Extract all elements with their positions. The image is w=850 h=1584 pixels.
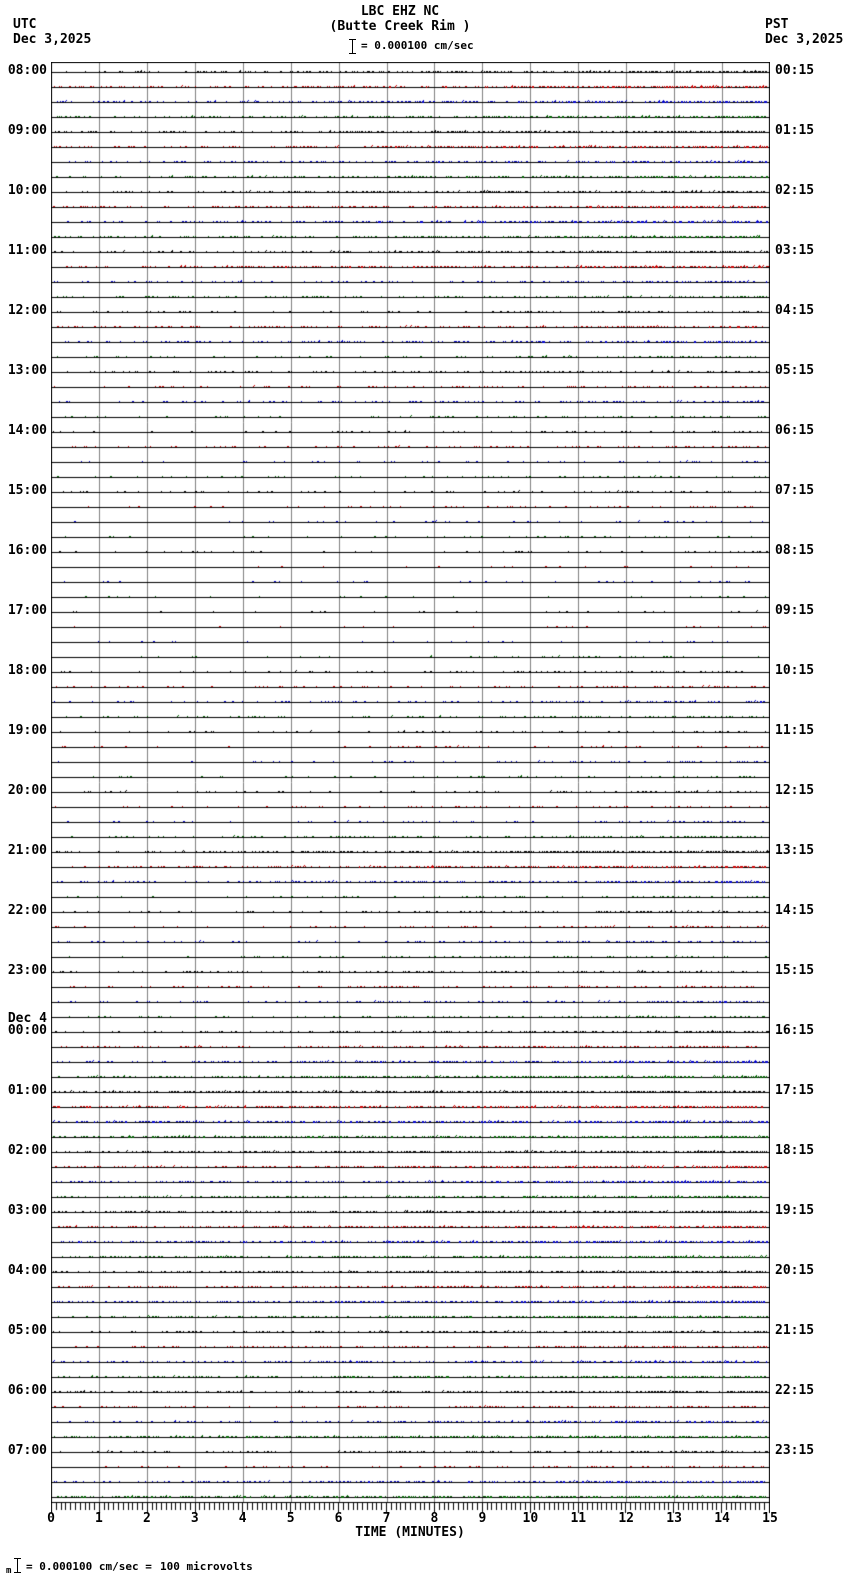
pst-hour-label: 07:15 xyxy=(775,483,815,498)
utc-hour-label: 01:00 xyxy=(7,1083,47,1098)
x-tick-label: 9 xyxy=(478,1511,487,1526)
pst-hour-label: 18:15 xyxy=(775,1143,815,1158)
utc-date: Dec 3,2025 xyxy=(13,32,92,47)
pst-hour-label: 23:15 xyxy=(775,1443,815,1458)
pst-hour-label: 06:15 xyxy=(775,423,815,438)
x-tick-label: 2 xyxy=(142,1511,151,1526)
utc-hour-label: 09:00 xyxy=(7,123,47,138)
footer-scale-bar-icon xyxy=(14,1558,21,1573)
utc-hour-label: 15:00 xyxy=(7,483,47,498)
x-tick-label: 12 xyxy=(618,1511,635,1526)
pst-hour-label: 14:15 xyxy=(775,903,815,918)
utc-hour-label: 21:00 xyxy=(7,843,47,858)
pst-hour-label: 09:15 xyxy=(775,603,815,618)
utc-hour-label: 07:00 xyxy=(7,1443,47,1458)
x-tick-label: 4 xyxy=(238,1511,247,1526)
pst-hour-label: 13:15 xyxy=(775,843,815,858)
pst-hour-label: 22:15 xyxy=(775,1383,815,1398)
utc-hour-label: 14:00 xyxy=(7,423,47,438)
x-tick-label: 7 xyxy=(382,1511,391,1526)
footer-scale-value: 100 microvolts xyxy=(160,1560,253,1573)
x-tick-label: 6 xyxy=(334,1511,343,1526)
scale-bar-icon xyxy=(349,39,356,54)
x-tick-label: 15 xyxy=(762,1511,778,1526)
utc-hour-label: Dec 4 00:00 xyxy=(7,1011,47,1038)
footer-scale-equation: = 0.000100 cm/sec = xyxy=(26,1560,152,1573)
pst-hour-label: 00:15 xyxy=(775,63,815,78)
utc-hour-label: 10:00 xyxy=(7,183,47,198)
utc-hour-label: 18:00 xyxy=(7,663,47,678)
pst-hour-label: 01:15 xyxy=(775,123,815,138)
utc-hour-label: 06:00 xyxy=(7,1383,47,1398)
pst-date: Dec 3,2025 xyxy=(765,32,844,47)
pst-hour-label: 08:15 xyxy=(775,543,815,558)
x-tick-label: 8 xyxy=(430,1511,439,1526)
pst-hour-label: 03:15 xyxy=(775,243,815,258)
station-subtitle: (Butte Creek Rim ) xyxy=(329,19,471,34)
x-tick-label: 1 xyxy=(95,1511,103,1526)
utc-hour-label: 20:00 xyxy=(7,783,47,798)
station-title: LBC EHZ NC xyxy=(360,4,440,19)
pst-hour-label: 10:15 xyxy=(775,663,815,678)
utc-timezone-label: UTC xyxy=(13,17,37,32)
utc-hour-label: 02:00 xyxy=(7,1143,47,1158)
utc-hour-label: 22:00 xyxy=(7,903,47,918)
footer-scale-subscript: m xyxy=(6,1566,12,1576)
utc-hour-label: 13:00 xyxy=(7,363,47,378)
pst-hour-label: 04:15 xyxy=(775,303,815,318)
pst-hour-label: 20:15 xyxy=(775,1263,815,1278)
utc-hour-label: 19:00 xyxy=(7,723,47,738)
utc-hour-label: 03:00 xyxy=(7,1203,47,1218)
x-tick-label: 10 xyxy=(522,1511,539,1526)
pst-hour-label: 11:15 xyxy=(775,723,815,738)
x-axis-title: TIME (MINUTES) xyxy=(355,1525,465,1540)
utc-hour-label: 16:00 xyxy=(7,543,47,558)
x-tick-label: 5 xyxy=(286,1511,295,1526)
utc-hour-label: 11:00 xyxy=(7,243,47,258)
pst-hour-label: 19:15 xyxy=(775,1203,815,1218)
pst-hour-label: 15:15 xyxy=(775,963,815,978)
x-tick-label: 14 xyxy=(714,1511,730,1526)
utc-hour-label: 04:00 xyxy=(7,1263,47,1278)
pst-timezone-label: PST xyxy=(765,17,789,32)
utc-hour-label: 12:00 xyxy=(7,303,47,318)
pst-hour-label: 02:15 xyxy=(775,183,815,198)
x-tick-label: 0 xyxy=(47,1511,55,1526)
pst-hour-label: 12:15 xyxy=(775,783,815,798)
pst-hour-label: 17:15 xyxy=(775,1083,815,1098)
utc-hour-label: 23:00 xyxy=(7,963,47,978)
pst-hour-label: 16:15 xyxy=(775,1023,815,1038)
x-tick-label: 11 xyxy=(570,1511,587,1526)
pst-hour-label: 21:15 xyxy=(775,1323,815,1338)
utc-hour-label: 08:00 xyxy=(7,63,47,78)
utc-hour-label: 17:00 xyxy=(7,603,47,618)
pst-hour-label: 05:15 xyxy=(775,363,815,378)
utc-hour-label: 05:00 xyxy=(7,1323,47,1338)
helicorder-plot xyxy=(51,62,770,1518)
scale-text: = 0.000100 cm/sec xyxy=(361,39,474,52)
x-tick-label: 13 xyxy=(666,1511,682,1526)
x-tick-label: 3 xyxy=(190,1511,199,1526)
